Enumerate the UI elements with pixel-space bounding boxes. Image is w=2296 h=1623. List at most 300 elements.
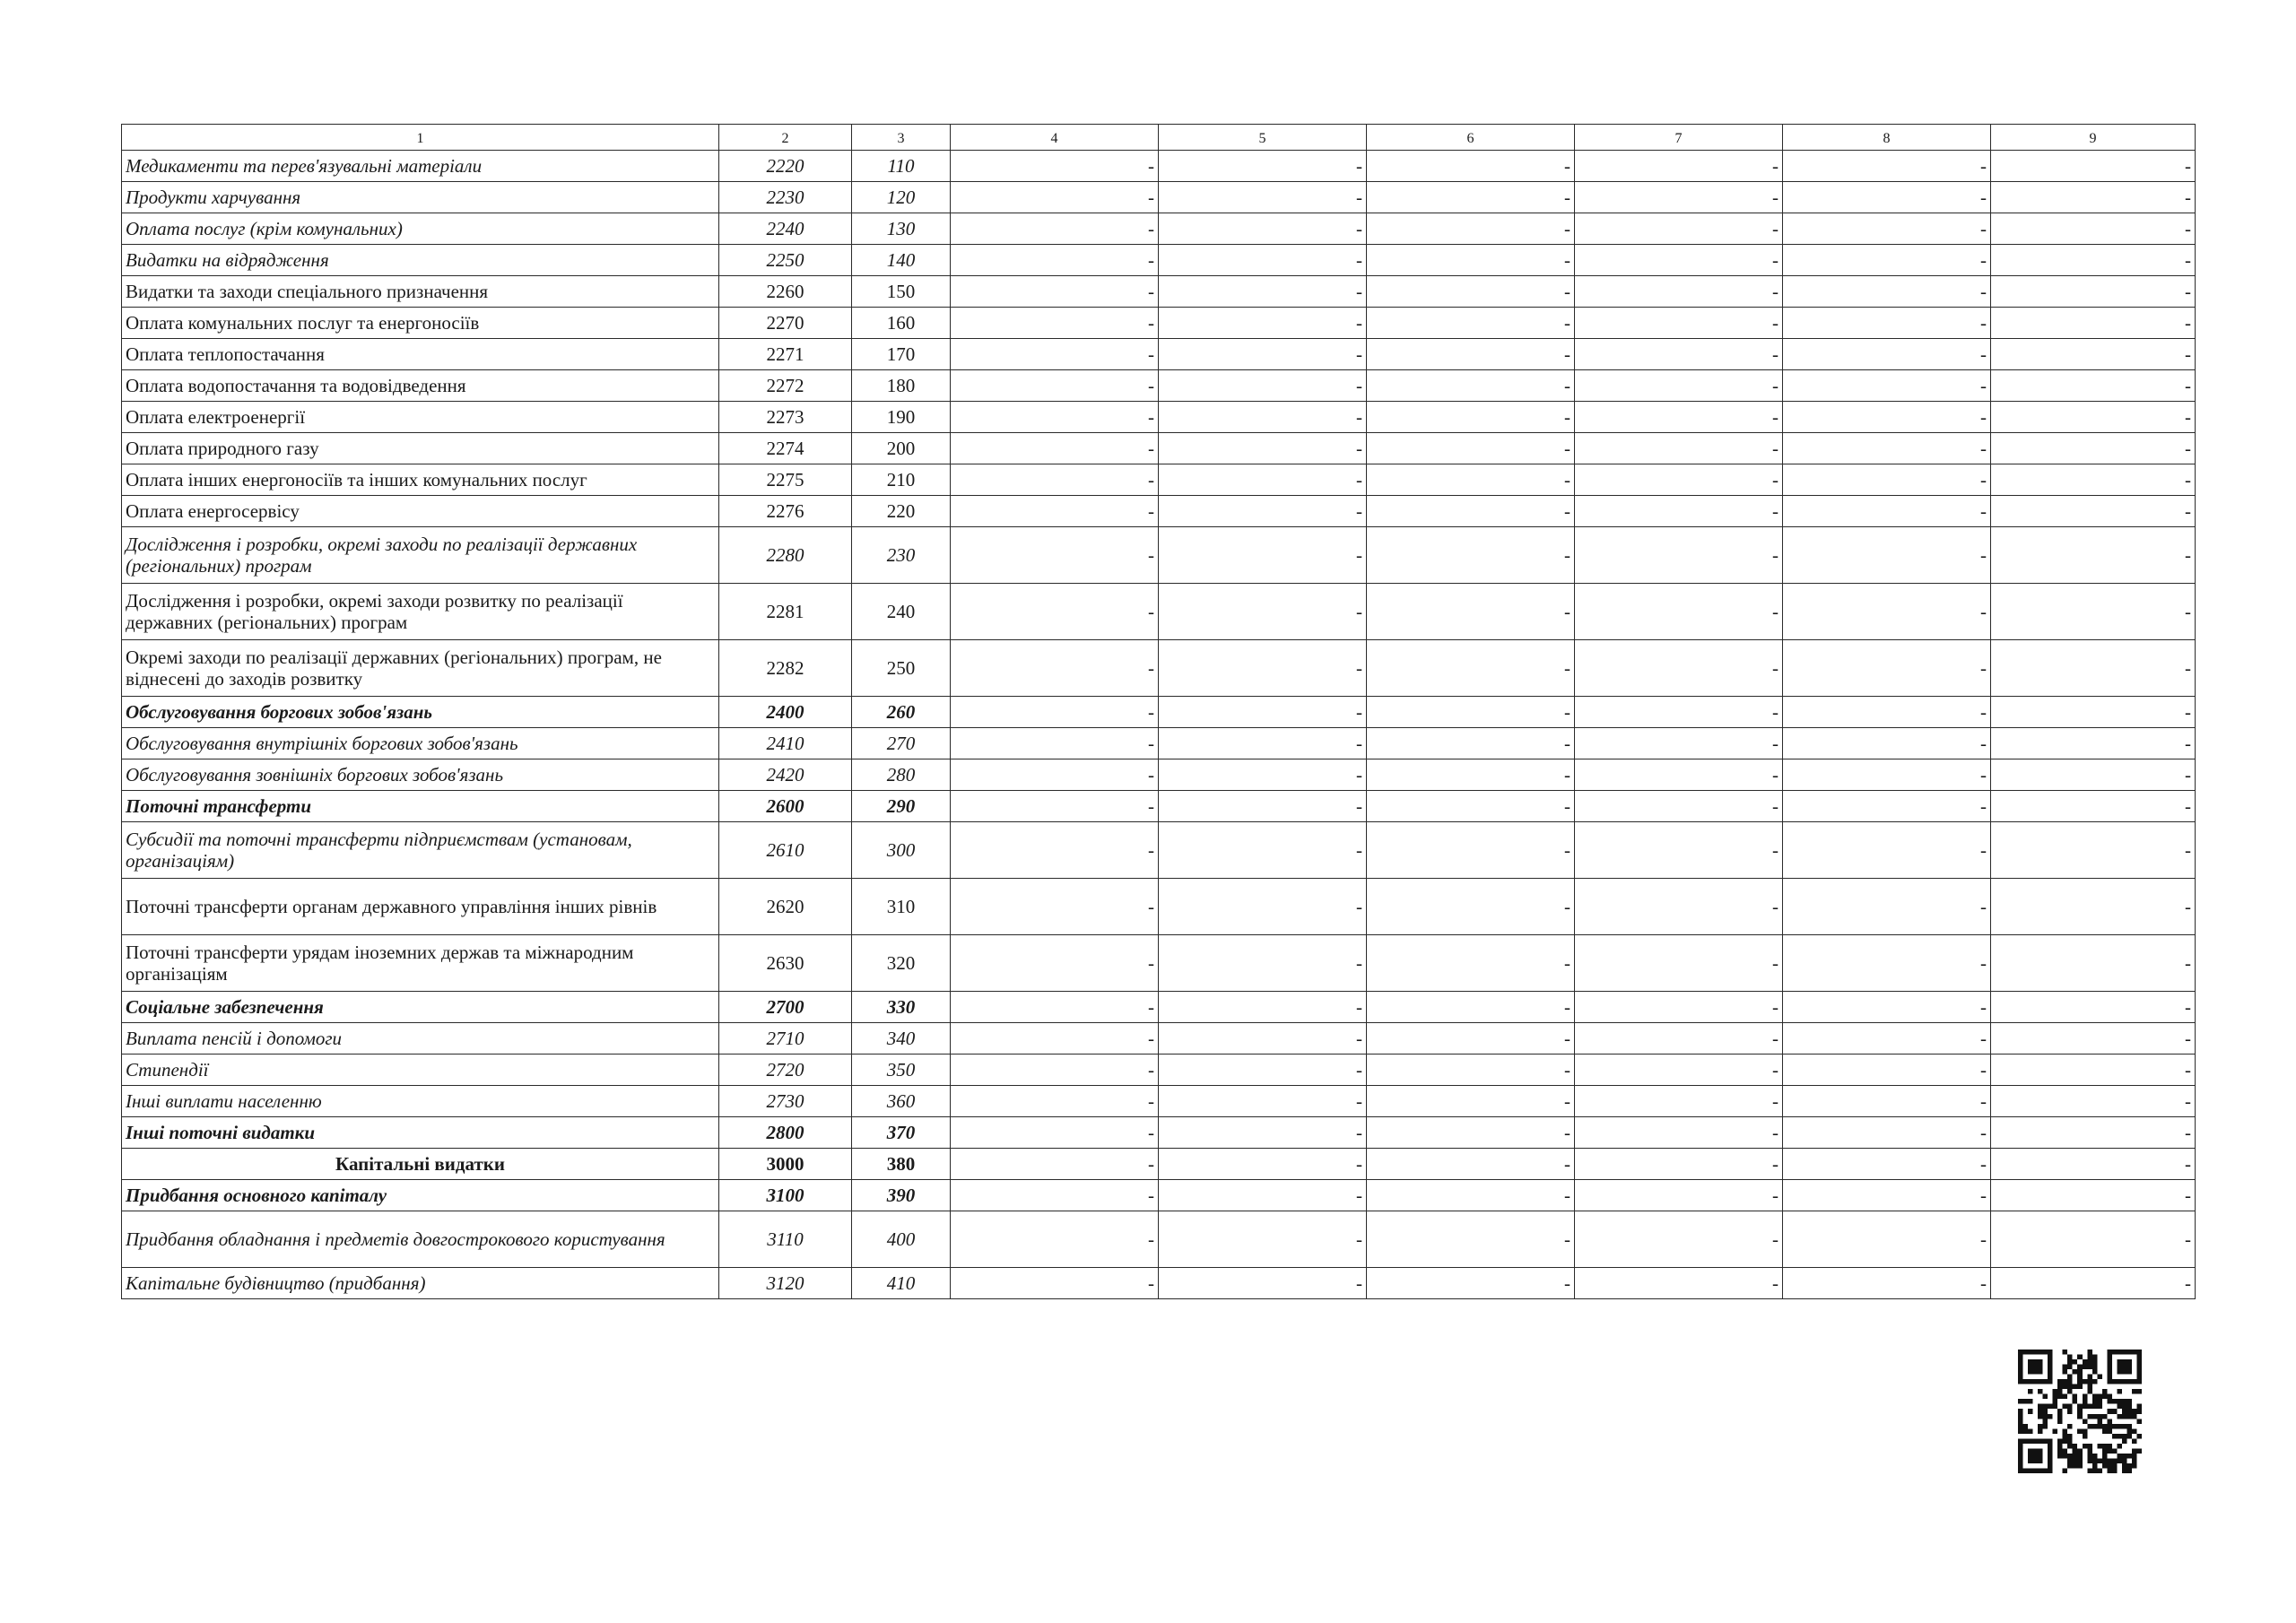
table-row	[122, 370, 2196, 402]
row-code: 2282	[719, 640, 852, 697]
row-code: 2271	[719, 339, 852, 370]
value-cell: -	[1159, 1117, 1367, 1149]
value-cell: -	[1575, 308, 1783, 339]
value-cell: -	[1367, 276, 1575, 308]
value-cell: -	[1159, 308, 1367, 339]
row-label: Інші поточні видатки	[122, 1117, 719, 1149]
row-label: Оплата енергосервісу	[122, 496, 719, 527]
value-cell: -	[1575, 151, 1783, 182]
value-cell: -	[1367, 1055, 1575, 1086]
row-label: Видатки на відрядження	[122, 245, 719, 276]
table-row	[122, 1086, 2196, 1117]
value-cell: -	[1367, 182, 1575, 213]
value-cell: -	[1783, 402, 1991, 433]
value-cell: -	[1367, 879, 1575, 935]
value-cell: -	[1991, 992, 2196, 1023]
value-cell: -	[1991, 276, 2196, 308]
value-cell: -	[1991, 402, 2196, 433]
table-row	[122, 1117, 2196, 1149]
value-cell: -	[951, 402, 1159, 433]
value-cell: -	[1991, 1117, 2196, 1149]
value-cell: -	[951, 935, 1159, 992]
row-code: 2800	[719, 1117, 852, 1149]
table-row	[122, 496, 2196, 527]
value-cell: -	[1575, 182, 1783, 213]
value-cell: -	[1783, 728, 1991, 759]
value-cell: -	[1575, 992, 1783, 1023]
value-cell: -	[1159, 433, 1367, 464]
row-line-number: 220	[852, 496, 951, 527]
value-cell: -	[1367, 935, 1575, 992]
value-cell: -	[1159, 879, 1367, 935]
value-cell: -	[1159, 464, 1367, 496]
row-label: Поточні трансферти урядам іноземних держав та міжнародним організаціям	[122, 935, 719, 992]
value-cell: -	[951, 1055, 1159, 1086]
table-row	[122, 822, 2196, 879]
value-cell: -	[1575, 879, 1783, 935]
value-cell: -	[951, 584, 1159, 640]
value-cell: -	[1367, 728, 1575, 759]
row-code: 2281	[719, 584, 852, 640]
table-row	[122, 1211, 2196, 1268]
value-cell: -	[951, 791, 1159, 822]
value-cell: -	[1783, 1117, 1991, 1149]
value-cell: -	[951, 1211, 1159, 1268]
value-cell: -	[1367, 433, 1575, 464]
value-cell: -	[951, 1180, 1159, 1211]
value-cell: -	[1991, 308, 2196, 339]
value-cell: -	[1159, 1268, 1367, 1299]
value-cell: -	[1575, 935, 1783, 992]
value-cell: -	[951, 245, 1159, 276]
table-row	[122, 697, 2196, 728]
value-cell: -	[1159, 935, 1367, 992]
table-row	[122, 276, 2196, 308]
value-cell: -	[1575, 791, 1783, 822]
row-code: 2220	[719, 151, 852, 182]
value-cell: -	[951, 433, 1159, 464]
value-cell: -	[1575, 1055, 1783, 1086]
value-cell: -	[1159, 496, 1367, 527]
header-cell: 5	[1159, 125, 1367, 151]
expenditure-table	[121, 124, 2196, 1299]
row-code: 2280	[719, 527, 852, 584]
value-cell: -	[1159, 759, 1367, 791]
row-line-number: 300	[852, 822, 951, 879]
value-cell: -	[1991, 464, 2196, 496]
row-label: Придбання обладнання і предметів довгострокового користування	[122, 1211, 719, 1268]
value-cell: -	[1991, 496, 2196, 527]
table-body	[122, 125, 2196, 1299]
value-cell: -	[1783, 697, 1991, 728]
value-cell: -	[1783, 433, 1991, 464]
row-label: Поточні трансферти органам державного управління інших рівнів	[122, 879, 719, 935]
table-row	[122, 433, 2196, 464]
value-cell: -	[1575, 1117, 1783, 1149]
row-code: 2610	[719, 822, 852, 879]
row-line-number: 250	[852, 640, 951, 697]
value-cell: -	[1575, 1211, 1783, 1268]
value-cell: -	[1991, 640, 2196, 697]
row-label: Медикаменти та перев'язувальні матеріали	[122, 151, 719, 182]
table-row	[122, 527, 2196, 584]
value-cell: -	[1367, 496, 1575, 527]
value-cell: -	[1367, 640, 1575, 697]
value-cell: -	[1991, 213, 2196, 245]
value-cell: -	[951, 640, 1159, 697]
value-cell: -	[1159, 697, 1367, 728]
value-cell: -	[1575, 1023, 1783, 1055]
row-label: Дослідження і розробки, окремі заходи розвитку по реалізації державних (регіональних) програм	[122, 584, 719, 640]
value-cell: -	[1159, 822, 1367, 879]
header-cell: 8	[1783, 125, 1991, 151]
row-label: Обслуговування зовнішніх боргових зобов'язань	[122, 759, 719, 791]
row-line-number: 240	[852, 584, 951, 640]
row-code: 3110	[719, 1211, 852, 1268]
value-cell: -	[1159, 245, 1367, 276]
row-label: Субсидії та поточні трансферти підприємствам (установам, організаціям)	[122, 822, 719, 879]
value-cell: -	[1367, 759, 1575, 791]
value-cell: -	[1783, 339, 1991, 370]
row-label: Окремі заходи по реалізації державних (регіональних) програм, не віднесені до заходів розвитку	[122, 640, 719, 697]
value-cell: -	[1159, 1180, 1367, 1211]
value-cell: -	[1783, 1149, 1991, 1180]
value-cell: -	[1783, 791, 1991, 822]
header-cell: 3	[852, 125, 951, 151]
value-cell: -	[1991, 245, 2196, 276]
row-code: 2230	[719, 182, 852, 213]
row-code: 2272	[719, 370, 852, 402]
value-cell: -	[1159, 584, 1367, 640]
value-cell: -	[1575, 339, 1783, 370]
table-row	[122, 728, 2196, 759]
row-line-number: 270	[852, 728, 951, 759]
value-cell: -	[951, 728, 1159, 759]
value-cell: -	[951, 1023, 1159, 1055]
value-cell: -	[1367, 151, 1575, 182]
table-row	[122, 1180, 2196, 1211]
row-label: Оплата електроенергії	[122, 402, 719, 433]
row-label: Придбання основного капіталу	[122, 1180, 719, 1211]
row-code: 2410	[719, 728, 852, 759]
row-line-number: 410	[852, 1268, 951, 1299]
row-line-number: 370	[852, 1117, 951, 1149]
row-line-number: 380	[852, 1149, 951, 1180]
value-cell: -	[1783, 584, 1991, 640]
table-row	[122, 464, 2196, 496]
value-cell: -	[1783, 308, 1991, 339]
row-code: 2400	[719, 697, 852, 728]
value-cell: -	[951, 697, 1159, 728]
value-cell: -	[1367, 245, 1575, 276]
value-cell: -	[951, 879, 1159, 935]
value-cell: -	[951, 759, 1159, 791]
header-cell: 1	[122, 125, 719, 151]
value-cell: -	[1991, 935, 2196, 992]
value-cell: -	[1159, 527, 1367, 584]
value-cell: -	[1783, 370, 1991, 402]
value-cell: -	[1575, 433, 1783, 464]
value-cell: -	[1575, 1149, 1783, 1180]
value-cell: -	[1367, 791, 1575, 822]
value-cell: -	[951, 151, 1159, 182]
value-cell: -	[951, 370, 1159, 402]
row-label: Обслуговування боргових зобов'язань	[122, 697, 719, 728]
row-line-number: 210	[852, 464, 951, 496]
value-cell: -	[1991, 822, 2196, 879]
value-cell: -	[1783, 1268, 1991, 1299]
value-cell: -	[1783, 640, 1991, 697]
value-cell: -	[1783, 1086, 1991, 1117]
value-cell: -	[1575, 1180, 1783, 1211]
value-cell: -	[1575, 496, 1783, 527]
row-label: Оплата послуг (крім комунальних)	[122, 213, 719, 245]
value-cell: -	[1991, 151, 2196, 182]
value-cell: -	[1783, 1055, 1991, 1086]
value-cell: -	[1575, 213, 1783, 245]
row-code: 2720	[719, 1055, 852, 1086]
value-cell: -	[1575, 584, 1783, 640]
value-cell: -	[1991, 1268, 2196, 1299]
value-cell: -	[1575, 276, 1783, 308]
row-code: 2276	[719, 496, 852, 527]
value-cell: -	[951, 992, 1159, 1023]
value-cell: -	[1367, 402, 1575, 433]
row-line-number: 320	[852, 935, 951, 992]
value-cell: -	[951, 496, 1159, 527]
value-cell: -	[1783, 822, 1991, 879]
value-cell: -	[1575, 1268, 1783, 1299]
value-cell: -	[1783, 879, 1991, 935]
value-cell: -	[951, 1268, 1159, 1299]
value-cell: -	[1991, 527, 2196, 584]
value-cell: -	[1159, 1149, 1367, 1180]
value-cell: -	[1783, 213, 1991, 245]
value-cell: -	[951, 182, 1159, 213]
table-row	[122, 791, 2196, 822]
table-row	[122, 640, 2196, 697]
value-cell: -	[951, 527, 1159, 584]
value-cell: -	[1991, 370, 2196, 402]
value-cell: -	[1367, 1023, 1575, 1055]
value-cell: -	[951, 464, 1159, 496]
value-cell: -	[1159, 339, 1367, 370]
table-row	[122, 339, 2196, 370]
value-cell: -	[1367, 992, 1575, 1023]
row-line-number: 160	[852, 308, 951, 339]
row-line-number: 130	[852, 213, 951, 245]
value-cell: -	[1991, 1086, 2196, 1117]
value-cell: -	[951, 276, 1159, 308]
row-code: 2250	[719, 245, 852, 276]
value-cell: -	[1367, 584, 1575, 640]
value-cell: -	[1159, 1055, 1367, 1086]
value-cell: -	[1367, 822, 1575, 879]
value-cell: -	[1159, 791, 1367, 822]
row-label: Оплата комунальних послуг та енергоносіїв	[122, 308, 719, 339]
header-cell: 4	[951, 125, 1159, 151]
header-cell: 2	[719, 125, 852, 151]
row-line-number: 400	[852, 1211, 951, 1268]
column-number-row	[122, 125, 2196, 151]
row-line-number: 150	[852, 276, 951, 308]
row-line-number: 310	[852, 879, 951, 935]
value-cell: -	[1367, 697, 1575, 728]
value-cell: -	[1159, 1211, 1367, 1268]
value-cell: -	[951, 1149, 1159, 1180]
row-line-number: 170	[852, 339, 951, 370]
row-code: 2710	[719, 1023, 852, 1055]
value-cell: -	[1991, 182, 2196, 213]
row-line-number: 120	[852, 182, 951, 213]
qr-code-icon	[2018, 1350, 2142, 1473]
row-code: 2730	[719, 1086, 852, 1117]
row-label: Оплата теплопостачання	[122, 339, 719, 370]
row-label: Капітальні видатки	[122, 1149, 719, 1180]
table-row	[122, 879, 2196, 935]
row-label: Оплата інших енергоносіїв та інших комунальних послуг	[122, 464, 719, 496]
row-code: 2620	[719, 879, 852, 935]
row-label: Оплата водопостачання та водовідведення	[122, 370, 719, 402]
value-cell: -	[1367, 339, 1575, 370]
value-cell: -	[1783, 935, 1991, 992]
value-cell: -	[1991, 433, 2196, 464]
value-cell: -	[1575, 759, 1783, 791]
value-cell: -	[1367, 527, 1575, 584]
row-code: 2600	[719, 791, 852, 822]
table-row	[122, 584, 2196, 640]
value-cell: -	[1991, 759, 2196, 791]
row-line-number: 290	[852, 791, 951, 822]
value-cell: -	[1783, 151, 1991, 182]
value-cell: -	[1991, 1211, 2196, 1268]
value-cell: -	[1575, 464, 1783, 496]
value-cell: -	[1575, 697, 1783, 728]
value-cell: -	[1367, 1211, 1575, 1268]
row-label: Виплата пенсій і допомоги	[122, 1023, 719, 1055]
table-row	[122, 213, 2196, 245]
value-cell: -	[1575, 640, 1783, 697]
value-cell: -	[1367, 464, 1575, 496]
row-line-number: 340	[852, 1023, 951, 1055]
value-cell: -	[951, 339, 1159, 370]
value-cell: -	[1159, 728, 1367, 759]
table-row	[122, 402, 2196, 433]
value-cell: -	[1159, 1086, 1367, 1117]
value-cell: -	[1575, 1086, 1783, 1117]
row-label: Оплата природного газу	[122, 433, 719, 464]
value-cell: -	[1991, 728, 2196, 759]
value-cell: -	[1575, 728, 1783, 759]
table-row	[122, 182, 2196, 213]
value-cell: -	[1159, 1023, 1367, 1055]
value-cell: -	[1991, 1055, 2196, 1086]
row-label: Дослідження і розробки, окремі заходи по реалізації державних (регіональних) програм	[122, 527, 719, 584]
row-code: 2274	[719, 433, 852, 464]
value-cell: -	[1991, 791, 2196, 822]
value-cell: -	[1159, 402, 1367, 433]
row-line-number: 110	[852, 151, 951, 182]
value-cell: -	[1991, 584, 2196, 640]
row-line-number: 200	[852, 433, 951, 464]
value-cell: -	[1159, 182, 1367, 213]
table-row	[122, 1268, 2196, 1299]
value-cell: -	[1159, 992, 1367, 1023]
value-cell: -	[1991, 339, 2196, 370]
value-cell: -	[1575, 245, 1783, 276]
row-line-number: 330	[852, 992, 951, 1023]
value-cell: -	[1367, 213, 1575, 245]
table-row	[122, 935, 2196, 992]
row-line-number: 350	[852, 1055, 951, 1086]
value-cell: -	[1783, 1180, 1991, 1211]
table-row	[122, 308, 2196, 339]
row-code: 2275	[719, 464, 852, 496]
row-code: 2420	[719, 759, 852, 791]
row-line-number: 390	[852, 1180, 951, 1211]
row-label: Видатки та заходи спеціального призначення	[122, 276, 719, 308]
value-cell: -	[1783, 182, 1991, 213]
header-cell: 9	[1991, 125, 2196, 151]
value-cell: -	[951, 822, 1159, 879]
row-line-number: 230	[852, 527, 951, 584]
table-row	[122, 1055, 2196, 1086]
value-cell: -	[1159, 276, 1367, 308]
row-code: 2240	[719, 213, 852, 245]
row-code: 3000	[719, 1149, 852, 1180]
value-cell: -	[1575, 370, 1783, 402]
value-cell: -	[1991, 697, 2196, 728]
value-cell: -	[1159, 151, 1367, 182]
row-code: 2700	[719, 992, 852, 1023]
row-code: 2630	[719, 935, 852, 992]
row-code: 2270	[719, 308, 852, 339]
row-line-number: 180	[852, 370, 951, 402]
row-line-number: 360	[852, 1086, 951, 1117]
value-cell: -	[1991, 879, 2196, 935]
value-cell: -	[1783, 1023, 1991, 1055]
table-row	[122, 759, 2196, 791]
table-row	[122, 1149, 2196, 1180]
value-cell: -	[1991, 1180, 2196, 1211]
value-cell: -	[1783, 245, 1991, 276]
row-line-number: 280	[852, 759, 951, 791]
value-cell: -	[951, 1117, 1159, 1149]
value-cell: -	[1783, 276, 1991, 308]
row-label: Поточні трансферти	[122, 791, 719, 822]
row-code: 2260	[719, 276, 852, 308]
value-cell: -	[1367, 1180, 1575, 1211]
value-cell: -	[1367, 1117, 1575, 1149]
row-label: Обслуговування внутрішніх боргових зобов'язань	[122, 728, 719, 759]
header-cell: 7	[1575, 125, 1783, 151]
value-cell: -	[951, 1086, 1159, 1117]
row-label: Соціальне забезпечення	[122, 992, 719, 1023]
value-cell: -	[1783, 527, 1991, 584]
table-row	[122, 992, 2196, 1023]
row-code: 3100	[719, 1180, 852, 1211]
row-line-number: 140	[852, 245, 951, 276]
value-cell: -	[1367, 1268, 1575, 1299]
value-cell: -	[1783, 992, 1991, 1023]
row-label: Продукти харчування	[122, 182, 719, 213]
value-cell: -	[951, 213, 1159, 245]
value-cell: -	[1575, 822, 1783, 879]
value-cell: -	[1159, 213, 1367, 245]
value-cell: -	[1783, 1211, 1991, 1268]
row-label: Інші виплати населенню	[122, 1086, 719, 1117]
value-cell: -	[951, 308, 1159, 339]
